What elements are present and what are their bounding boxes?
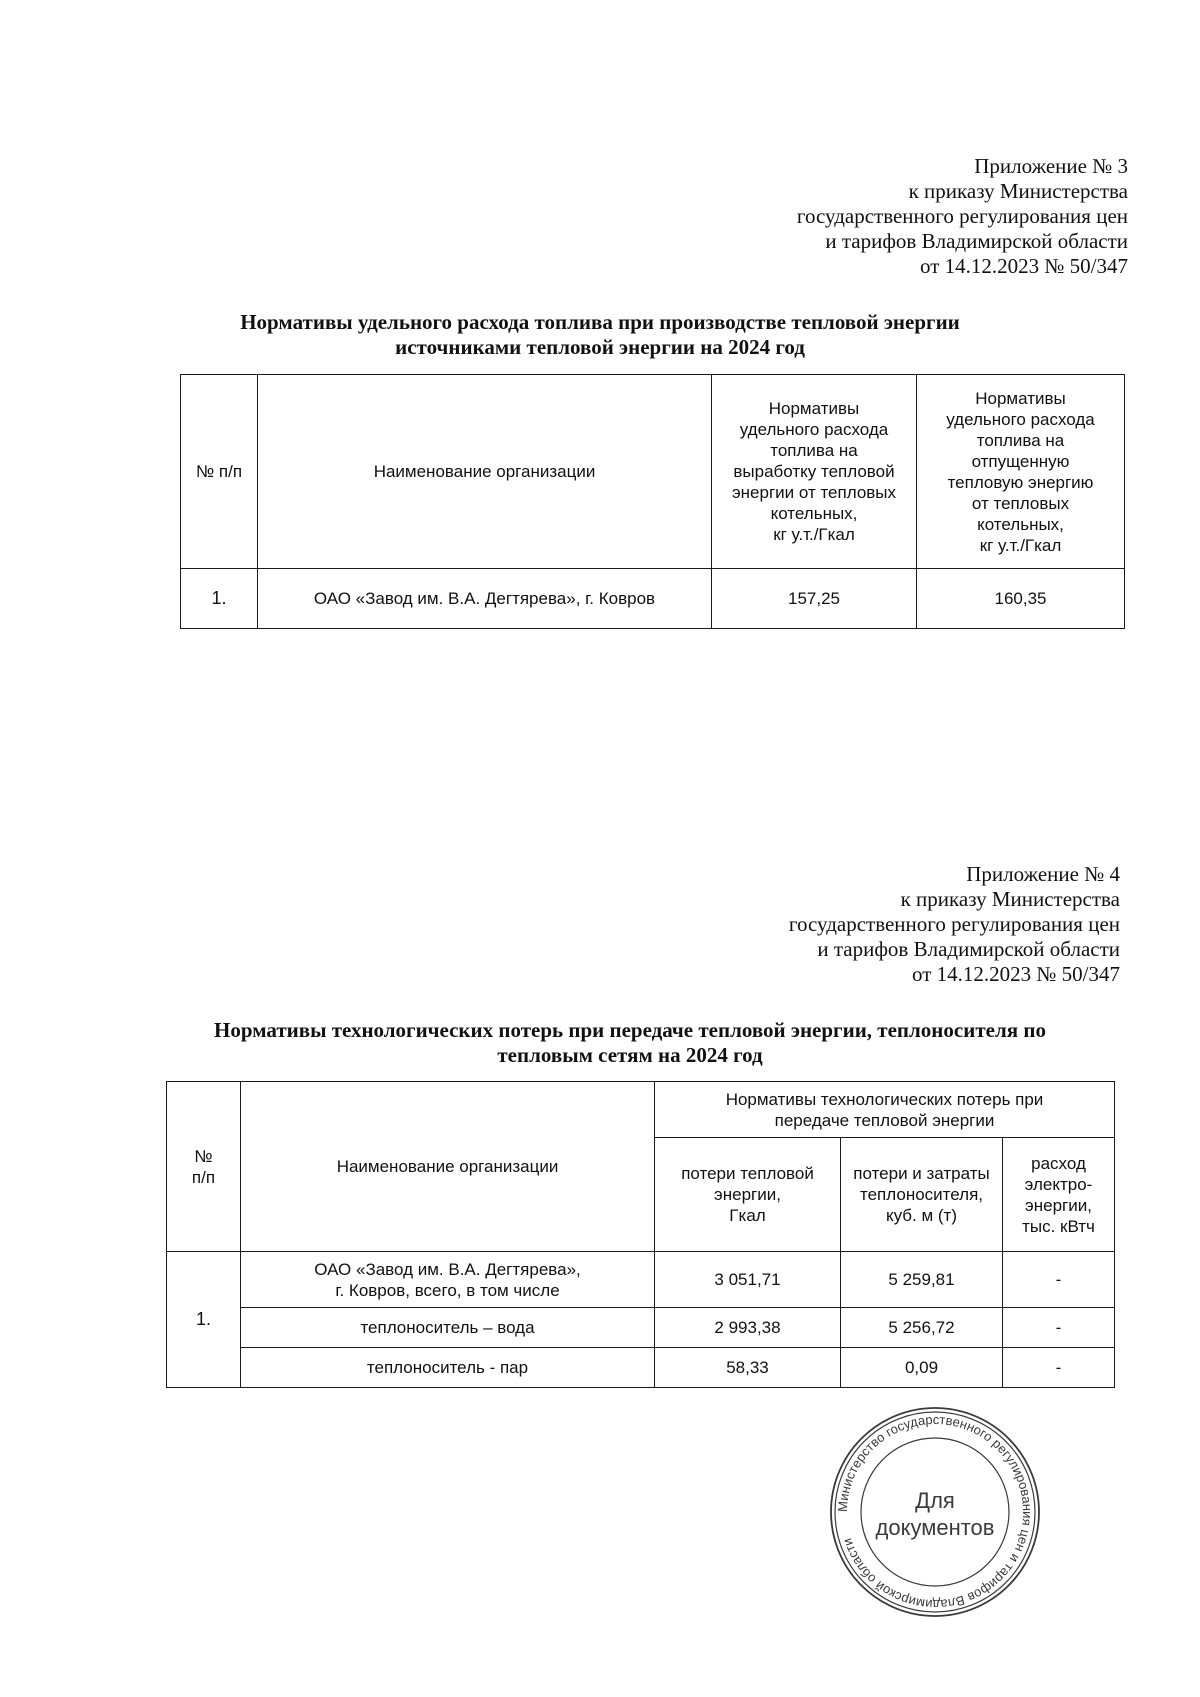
section-3-title-line: Нормативы удельного расхода топлива при производстве тепловой энергии (240, 310, 960, 334)
header-num (167, 1082, 241, 1252)
header-line: энергии от тепловых (731, 483, 897, 502)
table-row (181, 569, 1125, 629)
table-header-row (181, 375, 1125, 569)
row-org: теплоноситель - пар (241, 1348, 655, 1388)
section-3-title-line: источниками тепловой энергии на 2024 год (395, 335, 805, 359)
header-line: куб. м (т) (885, 1206, 958, 1225)
org-line: ОАО «Завод им. В.А. Дегтярева», (314, 1259, 581, 1279)
header-line: Гкал (729, 1206, 766, 1225)
seal-center-line: Для (915, 1488, 955, 1513)
appendix-3-line: к приказу Министерства (908, 179, 1128, 203)
row-value-3: - (1003, 1348, 1115, 1388)
row-org (241, 1252, 655, 1308)
header-line: отпущенную (971, 451, 1070, 471)
section-4-title-line: Нормативы технологических потерь при передаче тепловой энергии, теплоносителя по (214, 1018, 1046, 1042)
header-line: кг у.т./Гкал (773, 525, 855, 544)
seal-center-line: документов (875, 1515, 995, 1540)
seal-ring-text: Министерство государственного регулирования цен и тарифов Владимирской области (834, 1411, 1036, 1613)
header-line: Нормативы технологических потерь при (725, 1089, 1044, 1109)
header-line: котельных, (977, 514, 1064, 534)
row-value-1: 2 993,38 (655, 1308, 841, 1348)
section-4-title (150, 1018, 1110, 1068)
header-line: энергии, (1025, 1195, 1092, 1215)
section-3-title (150, 310, 1050, 360)
row-org: теплоноситель – вода (241, 1308, 655, 1348)
header-line: тыс. кВтч (1022, 1216, 1095, 1236)
row-value-1: 58,33 (655, 1348, 841, 1388)
header-c2 (841, 1138, 1003, 1252)
header-line: удельного расхода (946, 409, 1095, 429)
header-line: п/п (191, 1167, 216, 1187)
header-line: кг у.т./Гкал (979, 535, 1062, 555)
header-c3 (1003, 1138, 1115, 1252)
header-line: тепловую энергию (947, 472, 1094, 492)
header-line: № (194, 1146, 213, 1166)
appendix-4-line: к приказу Министерства (900, 887, 1120, 911)
appendix-4-header (600, 862, 1120, 987)
org-line: г. Ковров, всего, в том числе (335, 1280, 560, 1300)
appendix-4-line: и тарифов Владимирской области (817, 937, 1120, 961)
header-line: топлива на (976, 430, 1065, 450)
row-value-1: 3 051,71 (655, 1252, 841, 1308)
header-line: потери тепловой (681, 1164, 814, 1183)
table-row (167, 1252, 1115, 1308)
row-value-2: 5 256,72 (841, 1308, 1003, 1348)
row-value-1: 157,25 (712, 569, 917, 629)
heat-loss-table (166, 1081, 1115, 1388)
header-col2 (917, 375, 1125, 569)
appendix-3-line: государственного регулирования цен (796, 204, 1128, 228)
header-c1 (655, 1138, 841, 1252)
appendix-4-line: от 14.12.2023 № 50/347 (911, 962, 1120, 986)
header-org: Наименование организации (258, 375, 712, 569)
section-4-title-line: тепловым сетям на 2024 год (497, 1043, 763, 1067)
appendix-3-line: от 14.12.2023 № 50/347 (919, 254, 1128, 278)
header-line: от тепловых (971, 493, 1070, 513)
row-num: 1. (167, 1252, 241, 1388)
appendix-4-line: Приложение № 4 (966, 862, 1120, 886)
header-group (655, 1082, 1115, 1138)
header-line: выработку тепловой (733, 462, 895, 481)
official-seal (825, 1402, 1045, 1622)
header-line: Нормативы (768, 399, 860, 418)
header-line: передаче тепловой энергии (774, 1110, 995, 1130)
row-value-2: 160,35 (917, 569, 1125, 629)
table-row (167, 1348, 1115, 1388)
header-line: Нормативы (975, 388, 1066, 408)
table-header-row (167, 1082, 1115, 1138)
row-value-2: 5 259,81 (841, 1252, 1003, 1308)
row-org: ОАО «Завод им. В.А. Дегтярева», г. Ковров (258, 569, 712, 629)
header-line: котельных, (770, 504, 858, 523)
table-row (167, 1308, 1115, 1348)
row-value-3: - (1003, 1308, 1115, 1348)
header-line: энергии, (714, 1185, 781, 1204)
appendix-3-line: и тарифов Владимирской области (825, 229, 1128, 253)
header-line: потери и затраты (853, 1164, 990, 1183)
header-line: электро- (1024, 1174, 1093, 1194)
appendix-3-line: Приложение № 3 (974, 154, 1128, 178)
fuel-norms-table (180, 374, 1125, 629)
row-value-3: - (1003, 1252, 1115, 1308)
row-value-2: 0,09 (841, 1348, 1003, 1388)
header-line: теплоносителя, (860, 1185, 983, 1204)
header-num: № п/п (181, 375, 258, 569)
header-org: Наименование организации (241, 1082, 655, 1252)
header-col1 (712, 375, 917, 569)
appendix-4-line: государственного регулирования цен (788, 912, 1120, 936)
header-line: расход (1031, 1153, 1086, 1173)
appendix-3-header (600, 154, 1128, 279)
header-line: топлива на (770, 441, 858, 460)
header-line: удельного расхода (739, 420, 889, 439)
row-num: 1. (181, 569, 258, 629)
